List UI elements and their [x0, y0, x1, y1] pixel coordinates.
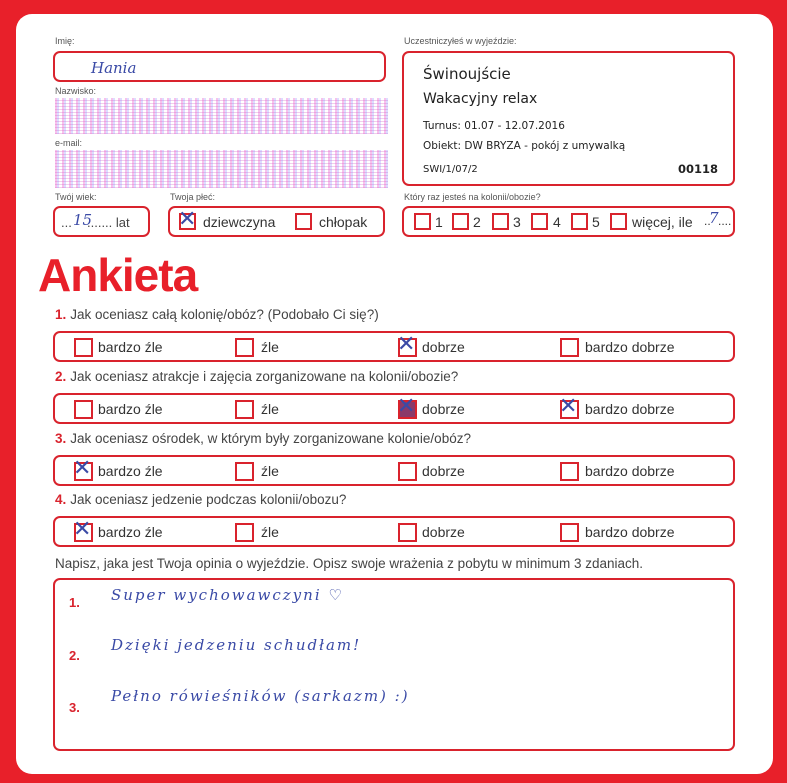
- trip-obiekt: Obiekt: DW BRYZA - pokój z umywalką: [423, 140, 626, 152]
- times-4-checkbox[interactable]: [531, 213, 548, 230]
- q1-bardzo-zle-checkbox[interactable]: [74, 338, 93, 357]
- times-more-label: więcej, ile: [632, 214, 693, 230]
- q2-zle-checkbox[interactable]: [235, 400, 254, 419]
- q3-bardzo-zle-label: bardzo źle: [98, 463, 163, 479]
- trip-turnus: Turnus: 01.07 - 12.07.2016: [423, 120, 565, 132]
- age-field[interactable]: [53, 206, 150, 237]
- question-3-number: 3.: [55, 431, 67, 446]
- answer-1-text: Super wychowawczyni ♡: [111, 586, 344, 604]
- q2-bardzo-dobrze-label: bardzo dobrze: [585, 401, 675, 417]
- q4-zle-checkbox[interactable]: [235, 523, 254, 542]
- opinion-textarea[interactable]: [53, 578, 735, 751]
- check-mark-icon: ✕: [559, 394, 578, 419]
- times-5-label: 5: [592, 214, 600, 230]
- check-mark-icon: ✕: [178, 207, 197, 232]
- question-1: [55, 307, 379, 322]
- q1-zle-label: źle: [261, 339, 279, 355]
- question-2: [55, 369, 458, 384]
- trip-label: Uczestniczyłeś w wyjeździe:: [404, 36, 517, 46]
- question-4-options: [53, 516, 735, 547]
- q1-bardzo-dobrze-label: bardzo dobrze: [585, 339, 675, 355]
- q4-zle-label: źle: [261, 524, 279, 540]
- q4-bardzo-zle-label: bardzo źle: [98, 524, 163, 540]
- name-label: Imię:: [55, 36, 75, 46]
- q3-bardzo-dobrze-checkbox[interactable]: [560, 462, 579, 481]
- question-3: [55, 431, 471, 446]
- gender-label: Twoja płeć:: [170, 192, 216, 202]
- check-mark-icon: ✕: [397, 394, 416, 419]
- name-value: Hania: [91, 59, 137, 77]
- check-mark-icon: ✕: [73, 517, 92, 542]
- gender-boy-label: chłopak: [319, 214, 368, 230]
- times-3-label: 3: [513, 214, 521, 230]
- q4-bardzo-dobrze-checkbox[interactable]: [560, 523, 579, 542]
- question-1-number: 1.: [55, 307, 67, 322]
- email-label: e-mail:: [55, 138, 83, 148]
- q2-dobrze-checkbox[interactable]: [397, 394, 417, 419]
- q3-bardzo-dobrze-label: bardzo dobrze: [585, 463, 675, 479]
- q2-zle-label: źle: [261, 401, 279, 417]
- times-label: Który raz jesteś na kolonii/obozie?: [404, 192, 541, 202]
- times-2-label: 2: [473, 214, 481, 230]
- q2-bardzo-dobrze-checkbox[interactable]: [559, 394, 579, 419]
- answer-3-number: 3.: [69, 700, 80, 715]
- gender-boy-checkbox[interactable]: [295, 213, 312, 230]
- trip-info-box: [402, 51, 735, 186]
- age-prefix: ...: [61, 215, 72, 230]
- q1-bardzo-zle-label: bardzo źle: [98, 339, 163, 355]
- surname-label: Nazwisko:: [55, 86, 97, 96]
- answer-2-number: 2.: [69, 648, 80, 663]
- q1-zle-checkbox[interactable]: [235, 338, 254, 357]
- times-field: [402, 206, 735, 237]
- gender-field: [168, 206, 385, 237]
- times-1-checkbox[interactable]: [414, 213, 431, 230]
- survey-title: Ankieta: [38, 249, 198, 301]
- surname-redacted: [55, 98, 388, 134]
- q1-bardzo-dobrze-checkbox[interactable]: [560, 338, 579, 357]
- email-redacted: [55, 150, 388, 188]
- name-field[interactable]: [53, 51, 386, 82]
- q3-zle-label: źle: [261, 463, 279, 479]
- opinion-prompt: Napisz, jaka jest Twoja opinia o wyjeździe. Opisz swoje wrażenia z pobytu w minimum 3 zdaniach.: [55, 556, 644, 571]
- q4-dobrze-checkbox[interactable]: [398, 523, 417, 542]
- check-mark-icon: ✕: [397, 332, 416, 357]
- age-value: 15: [73, 211, 93, 229]
- times-more-value: 7: [709, 209, 719, 227]
- times-more-dots-b: ....: [718, 214, 732, 228]
- q4-bardzo-dobrze-label: bardzo dobrze: [585, 524, 675, 540]
- answer-2-text: Dzięki jedzeniu schudłam!: [111, 636, 362, 654]
- trip-number: 00118: [678, 162, 719, 176]
- question-2-options: [53, 393, 735, 424]
- times-more-dots-a: ..: [704, 214, 711, 228]
- trip-code: SWI/1/07/2: [423, 164, 478, 175]
- q3-zle-checkbox[interactable]: [235, 462, 254, 481]
- times-5-checkbox[interactable]: [571, 213, 588, 230]
- q2-bardzo-zle-label: bardzo źle: [98, 401, 163, 417]
- question-3-text: Jak oceniasz ośrodek, w którym były zorganizowane kolonie/obóz?: [70, 431, 471, 446]
- question-1-options: [53, 331, 735, 362]
- answer-1-number: 1.: [69, 595, 80, 610]
- age-suffix: ....... lat: [87, 215, 130, 230]
- question-2-text: Jak oceniasz atrakcje i zajęcia zorganizowane na kolonii/obozie?: [70, 369, 459, 384]
- gender-girl-label: dziewczyna: [203, 214, 276, 230]
- question-3-options: [53, 455, 735, 486]
- q2-dobrze-label: dobrze: [422, 401, 465, 417]
- times-1-label: 1: [435, 214, 443, 230]
- gender-girl-checkbox[interactable]: [178, 207, 197, 232]
- times-3-checkbox[interactable]: [492, 213, 509, 230]
- q3-dobrze-checkbox[interactable]: [398, 462, 417, 481]
- q4-bardzo-zle-checkbox[interactable]: [73, 517, 93, 542]
- age-label: Twój wiek:: [55, 192, 97, 202]
- q2-bardzo-zle-checkbox[interactable]: [74, 400, 93, 419]
- question-1-text: Jak oceniasz całą kolonię/obóz? (Podobało Ci się?): [70, 307, 379, 322]
- question-2-number: 2.: [55, 369, 67, 384]
- question-4-number: 4.: [55, 492, 67, 507]
- q3-bardzo-zle-checkbox[interactable]: [73, 456, 93, 481]
- question-4-text: Jak oceniasz jedzenie podczas kolonii/obozu?: [70, 492, 347, 507]
- q1-dobrze-checkbox[interactable]: [397, 332, 417, 357]
- q4-dobrze-label: dobrze: [422, 524, 465, 540]
- times-2-checkbox[interactable]: [452, 213, 469, 230]
- trip-name: Wakacyjny relax: [423, 91, 538, 107]
- trip-city: Świnoujście: [423, 65, 511, 83]
- answer-3-text: Pełno rówieśników (sarkazm) :): [111, 687, 410, 705]
- q1-dobrze-label: dobrze: [422, 339, 465, 355]
- times-more-checkbox[interactable]: [610, 213, 627, 230]
- q3-dobrze-label: dobrze: [422, 463, 465, 479]
- times-4-label: 4: [553, 214, 561, 230]
- check-mark-icon: ✕: [73, 456, 92, 481]
- question-4: [55, 492, 346, 507]
